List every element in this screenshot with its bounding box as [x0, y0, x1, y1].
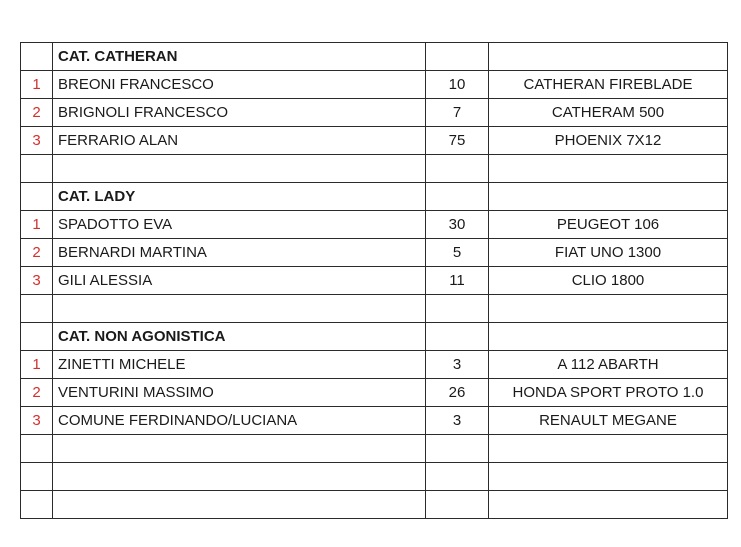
- rank-cell: [21, 43, 53, 71]
- driver-name: SPADOTTO EVA: [53, 211, 426, 239]
- name-cell: [53, 435, 426, 463]
- rank-cell: 1: [21, 71, 53, 99]
- car-model: FIAT UNO 1300: [489, 239, 728, 267]
- car-model: CATHERAN FIREBLADE: [489, 71, 728, 99]
- car-cell: [489, 463, 728, 491]
- category-title: CAT. NON AGONISTICA: [53, 323, 426, 351]
- name-cell: [53, 155, 426, 183]
- number-cell: [426, 155, 489, 183]
- car-model: CATHERAM 500: [489, 99, 728, 127]
- rank-cell: 2: [21, 379, 53, 407]
- empty-row: [21, 463, 728, 491]
- car-cell: [489, 155, 728, 183]
- number-cell: [426, 295, 489, 323]
- rank-cell: 3: [21, 267, 53, 295]
- rank-cell: [21, 323, 53, 351]
- rank-cell: 2: [21, 239, 53, 267]
- category-header-row: [21, 183, 728, 211]
- number-cell: [426, 491, 489, 519]
- race-number: 5: [426, 239, 489, 267]
- race-number: 30: [426, 211, 489, 239]
- race-number: 3: [426, 351, 489, 379]
- race-number: 10: [426, 71, 489, 99]
- rank-cell: 2: [21, 99, 53, 127]
- car-cell: [489, 323, 728, 351]
- race-number: 11: [426, 267, 489, 295]
- rank-cell: [21, 463, 53, 491]
- empty-row: [21, 155, 728, 183]
- car-cell: [489, 491, 728, 519]
- results-table: [20, 42, 728, 519]
- name-cell: [53, 463, 426, 491]
- table-row: [21, 71, 728, 99]
- driver-name: ZINETTI MICHELE: [53, 351, 426, 379]
- rank-cell: [21, 295, 53, 323]
- car-model: HONDA SPORT PROTO 1.0: [489, 379, 728, 407]
- driver-name: BREONI FRANCESCO: [53, 71, 426, 99]
- category-title: CAT. LADY: [53, 183, 426, 211]
- table-row: [21, 351, 728, 379]
- name-cell: [53, 491, 426, 519]
- car-cell: [489, 295, 728, 323]
- rank-cell: [21, 435, 53, 463]
- number-cell: [426, 183, 489, 211]
- driver-name: GILI ALESSIA: [53, 267, 426, 295]
- table-row: [21, 407, 728, 435]
- race-number: 26: [426, 379, 489, 407]
- table-row: [21, 379, 728, 407]
- car-cell: [489, 435, 728, 463]
- category-header-row: [21, 43, 728, 71]
- driver-name: BRIGNOLI FRANCESCO: [53, 99, 426, 127]
- car-model: A 112 ABARTH: [489, 351, 728, 379]
- table-row: [21, 239, 728, 267]
- table-row: [21, 127, 728, 155]
- table-row: [21, 99, 728, 127]
- rank-cell: 3: [21, 127, 53, 155]
- table-row: [21, 267, 728, 295]
- rank-cell: [21, 183, 53, 211]
- race-number: 7: [426, 99, 489, 127]
- car-model: CLIO 1800: [489, 267, 728, 295]
- car-cell: [489, 183, 728, 211]
- category-header-row: [21, 323, 728, 351]
- number-cell: [426, 435, 489, 463]
- car-model: PHOENIX 7X12: [489, 127, 728, 155]
- car-cell: [489, 43, 728, 71]
- car-model: RENAULT MEGANE: [489, 407, 728, 435]
- empty-row: [21, 491, 728, 519]
- driver-name: VENTURINI MASSIMO: [53, 379, 426, 407]
- rank-cell: 3: [21, 407, 53, 435]
- car-model: PEUGEOT 106: [489, 211, 728, 239]
- number-cell: [426, 463, 489, 491]
- number-cell: [426, 323, 489, 351]
- driver-name: COMUNE FERDINANDO/LUCIANA: [53, 407, 426, 435]
- rank-cell: [21, 155, 53, 183]
- number-cell: [426, 43, 489, 71]
- rank-cell: 1: [21, 351, 53, 379]
- rank-cell: 1: [21, 211, 53, 239]
- driver-name: BERNARDI MARTINA: [53, 239, 426, 267]
- name-cell: [53, 295, 426, 323]
- rank-cell: [21, 491, 53, 519]
- empty-row: [21, 435, 728, 463]
- race-number: 75: [426, 127, 489, 155]
- race-number: 3: [426, 407, 489, 435]
- category-title: CAT. CATHERAN: [53, 43, 426, 71]
- empty-row: [21, 295, 728, 323]
- driver-name: FERRARIO ALAN: [53, 127, 426, 155]
- table-row: [21, 211, 728, 239]
